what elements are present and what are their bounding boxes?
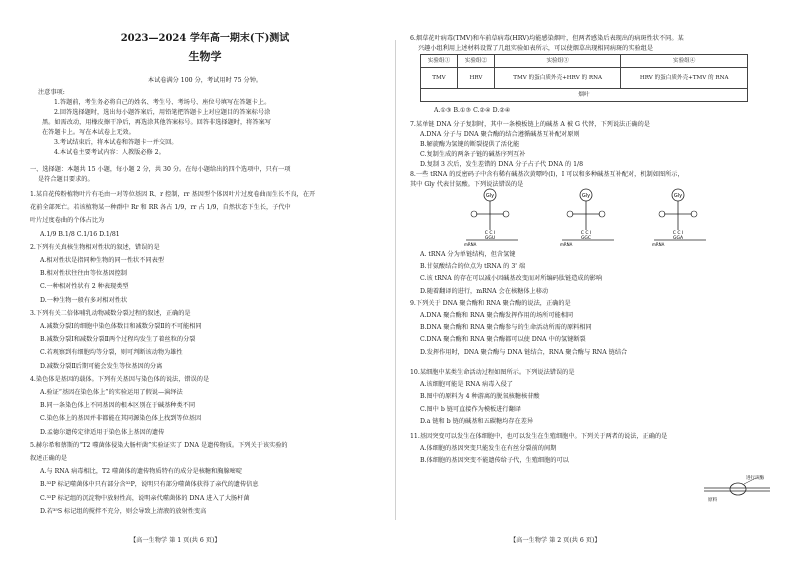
experiment-table [420,54,748,102]
notes-heading: 注意事项: [38,89,65,96]
answer-option: C.³²P 标记组的沉淀物中放射性高，说明亲代噬菌体的 DNA 进入了大肠杆菌 [40,494,250,502]
gly-label: Gly [673,193,683,199]
page-footer: 【高一生物学 第 1 页(共 6 页)】 [130,537,221,544]
answer-option: D.一种生物一般有多对相对性状 [40,296,128,304]
answer-option: B.解旋酶为氢键的断裂提供了活化能 [420,141,520,148]
codon-label: GGU [484,236,496,241]
answer-option: C.一种相对性状有 2 种表现类型 [40,283,129,291]
answer-option: A.体细胞的基因突变只能发生在有丝分裂前的间期 [420,445,557,453]
note-item: 3.考试结束后，将本试卷和答题卡一并交回。 [54,139,178,146]
answer-option: B.减数分裂Ⅰ和减数分裂Ⅱ两个过程均发生了着丝粒的分裂 [40,336,196,344]
answer-option: A.与 RNA 病毒相比，T2 噬菌体的遗传物质特有的成分是核糖和胸腺嘧啶 [40,468,243,476]
answer-option: A.1/9 B.1/8 C.1/16 D.1/81 [40,230,120,238]
question-options: A.①③ B.①③ C.②④ D.②④ [434,107,511,114]
mrna-label: mRNA [652,242,665,247]
answer-option: A.DNA 聚合酶和 RNA 聚合酶发挥作用的场所可能相同 [420,312,574,319]
answer-option: B.³²P 标记噬菌体中只有部分含³²P，说明只有部分噬菌体获得了亲代的遗传信息 [40,481,259,489]
question-line: 9.下列关于 DNA 聚合酶和 RNA 聚合酶的说法，正确的是 [410,299,571,307]
answer-option: C.染色体上的基因并非都能在其同源染色体上找到等位基因 [40,415,202,423]
answer-option: C.若观察到有细胞均等分裂，则可判断该动物为雄性 [40,349,183,357]
question-line: 6.烟草花叶病毒(TMV)和车前草病毒(HRV)均能感染烟叶，但两者感染后表现出的病斑性状不同。某 [410,35,684,42]
answer-option: B.同一条染色体上不同基因的根本区别在于碱基种类不同 [40,402,196,410]
answer-option: C.DNA 聚合酶和 RNA 聚合酶都可以使 DNA 中的氢键断裂 [420,336,586,344]
note-item: 4.本试卷主要考试内容：人教版必修 2。 [54,149,165,156]
exam-title: 2023—2024 学年高一期末(下)测试 [120,33,290,44]
question-line: 兴趣小组利用上述材料设置了几组实验如表所示，可以使烟草出现相同病斑的实验组是 [418,45,654,52]
table-header: 实验组① [421,55,458,68]
question-line: 10.某细胞中某类生命活动过程如图所示。下列说法错误的是 [410,369,575,376]
note-item: 在答题卡上。写在本试卷上无效。 [42,129,135,136]
note-item: 2.回答选择题时，选出每小题答案后，用铅笔把答题卡上对应题目的答案标号涂 [54,109,271,116]
section-heading: 一、选择题：本题共 15 小题，每小题 2 分，共 30 分。在每小题给出的四个选项中，只有一项 [30,166,291,173]
question-line: 8.一些 tRNA 的反密码子中含有稀有碱基次黄嘌呤(I)，I 可以和多种碱基互补配对，机制如图所示， [410,171,684,178]
gly-label: Gly [485,193,495,199]
codon-label: GGA [672,236,684,241]
answer-option: B.图中的原料为 4 种游离的脱氧核糖核苷酸 [420,393,540,401]
table-footer-cell: 烟叶 [421,89,748,102]
question-line: 7.某单链 DNA 分子复制时，其中一条模板链上的碱基 A 被 G 代替，下列说法正确的是 [410,121,650,128]
question-line: 4.染色体是基因的载体。下列有关基因与染色体的说法，错误的是 [30,375,210,383]
answer-option: B.体细胞的基因突变不能遗传给子代，生殖细胞的可以 [420,457,569,465]
table-cell: TMV [421,68,458,89]
answer-option: C.复制生成的两条子链的碱基序列互补 [420,151,526,158]
note-item: 1.答题前，考生务必将自己的姓名、考生号、考场号、座位号填写在答题卡上。 [54,99,271,106]
answer-option: D.孟德尔遗传定律适用于染色体上基因的遗传 [40,428,165,436]
answer-option: D.a 链和 b 链的碱基和五碳糖均存在差异 [420,417,534,425]
trna-diagram [558,188,618,250]
trna-diagram [650,188,710,250]
svg-text:C C I: C C I [580,231,592,236]
answer-option: C.图中 b 链可直接作为模板进行翻译 [420,405,521,413]
table-header: 实验组② [457,55,494,68]
answer-option: B.甘氨酸结合的位点为 tRNA 的 3' 端 [420,263,526,271]
answer-option: D.发挥作用时，DNA 聚合酶与 DNA 链结合，RNA 聚合酶与 RNA 链结合 [420,348,628,356]
material-label: 原料 [708,498,717,503]
table-header: 实验组③ [494,55,621,68]
answer-option: D.复制 3 次后，发生差错的 DNA 分子占子代 DNA 的 1/8 [420,161,584,168]
gly-label: Gly [581,193,591,199]
question-line: 2.下列有关真核生物相对性状的叙述，错误的是 [30,243,160,251]
answer-option: D.若³⁵S 标记组的搅拌不充分，则会导致上清液的放射性变高 [40,507,207,515]
answer-option: D.减数分裂Ⅱ后期可能会发生等位基因的分离 [40,362,163,370]
question-line: 3.下列有关二倍体哺乳动物减数分裂过程的叙述，正确的是 [30,309,191,317]
transcription-diagram [702,474,772,504]
answer-option: B.DNA 聚合酶和 RNA 聚合酶参与的生命活动所需的原料相同 [420,324,592,332]
table-header: 实验组④ [621,55,748,68]
answer-option: D.随着翻译的进行，mRNA 会在核糖体上移动 [420,287,549,295]
answer-option: A.验证“基因在染色体上”的实验运用了假说—演绎法 [40,389,183,396]
score-note: 本试卷满分 100 分，考试用时 75 分钟。 [147,77,263,84]
answer-option: A.该细胞可能是 RNA 病毒入侵了 [420,381,513,389]
table-cell: TMV 的蛋白质外壳+HRV 的 RNA [494,68,621,89]
subject-title: 生物学 [188,50,222,63]
answer-option: A.相对性状是指同种生物的同一性状不同表型 [40,257,164,264]
enzyme-label: 进行该酶 [746,476,764,481]
page-footer: 【高一生物学 第 2 页(共 6 页)】 [510,537,601,544]
table-cell: HRV [457,68,494,89]
answer-option: A.减数分裂Ⅰ的细胞中染色体数目和减数分裂Ⅱ的不可能相同 [40,323,202,330]
mrna-label: mRNA [560,242,573,247]
left-column [30,0,380,561]
table-cell: HRV 的蛋白质外壳+TMV 的 RNA [621,68,748,89]
question-line: 11.基因突变可以发生在体细胞中，也可以发生在生殖细胞中。下列关于两者的说法，正确的是 [410,433,668,440]
mrna-label: mRNA [464,242,477,247]
question-line: 叶片过度卷曲的个体占比为 [30,217,105,225]
trna-diagram [462,188,522,250]
note-item: 黑。如需改动，用橡皮擦干净后，再选涂其他答案标号。回答非选择题时，将答案写 [42,119,271,126]
question-line: 花前全部死亡。若该植物某一种群中 Rr 和 RR 各占 1/9，rr 占 1/9，自然状态下生长，子代中 [30,204,291,212]
svg-text:C C I: C C I [672,231,684,236]
question-line: 叙述正确的是 [30,455,68,462]
codon-label: GGC [580,236,592,241]
right-column [410,0,770,561]
answer-option: C.该 tRNA 的存在可以减小因碱基改变而对所编码肽链造成的影响 [420,275,603,283]
answer-option: A. tRNA 分为单链结构，但含氢键 [420,251,516,258]
question-line: 1.某自花传粉植物叶片有毛由一对等位基因 R、r 控制，rr 基因型个体因叶片过度卷曲而生长不良，在开 [30,191,316,198]
question-line: 5.赫尔希和蔡斯的“T2 噬菌体侵染大肠杆菌”实验证实了 DNA 是遗传物质。下列关于该实验的 [30,441,288,449]
answer-option: A.DNA 分子与 DNA 聚合酶的结合遵循碱基互补配对原则 [420,131,580,138]
svg-text:C C I: C C I [484,231,496,236]
section-heading-cont: 是符合题目要求的。 [38,176,94,183]
answer-option: B.相对性状往往由等位基因控制 [40,270,127,278]
question-line: 其中 Gly 代表甘氨酸。下列说法错误的是 [410,181,524,188]
